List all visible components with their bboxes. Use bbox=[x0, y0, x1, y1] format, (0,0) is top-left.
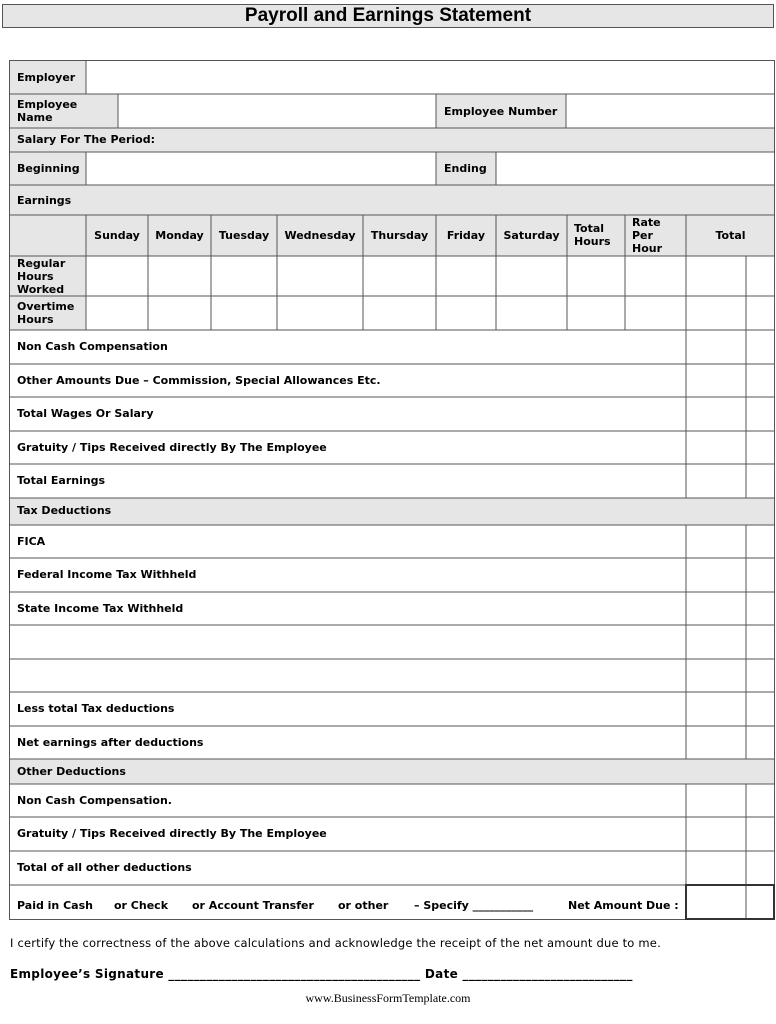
total-other-deductions-label: Total of all other deductions bbox=[17, 861, 192, 874]
regular-hours-label: Regular Hours Worked bbox=[17, 257, 66, 296]
payroll-form bbox=[9, 60, 775, 920]
day-header-saturday: Saturday bbox=[503, 229, 560, 242]
day-header-thursday: Thursday bbox=[370, 229, 429, 242]
day-header-friday: Friday bbox=[446, 229, 486, 242]
beginning-field[interactable] bbox=[87, 153, 435, 184]
fica-label: FICA bbox=[17, 535, 46, 548]
salary-period-label: Salary For The Period: bbox=[17, 133, 156, 146]
employer-label: Employer bbox=[17, 71, 76, 84]
net-amount-due-field[interactable] bbox=[687, 886, 773, 918]
or-other-label: or other bbox=[338, 899, 389, 912]
gratuity-tips-label: Gratuity / Tips Received directly By The Employee bbox=[17, 441, 327, 454]
net-earnings-label: Net earnings after deductions bbox=[17, 736, 204, 749]
day-header-wednesday: Wednesday bbox=[284, 229, 356, 242]
beginning-label: Beginning bbox=[17, 162, 80, 175]
day-header-monday: Monday bbox=[155, 229, 204, 242]
ending-label: Ending bbox=[444, 162, 487, 175]
employee-name-label: Employee Name bbox=[17, 98, 78, 124]
rate-per-hour-header: Rate Per Hour bbox=[632, 216, 663, 255]
date-label: Date ___________________________ bbox=[424, 967, 633, 981]
less-total-tax-label: Less total Tax deductions bbox=[17, 702, 175, 715]
gratuity-deduction-label: Gratuity / Tips Received directly By The Employee bbox=[17, 827, 327, 840]
non-cash-comp-deduction-label: Non Cash Compensation. bbox=[17, 794, 172, 807]
employee-number-field[interactable] bbox=[567, 95, 774, 127]
day-header-tuesday: Tuesday bbox=[218, 229, 270, 242]
footer-url: www.BusinessFormTemplate.com bbox=[305, 991, 471, 1005]
form-grid bbox=[9, 60, 775, 920]
certification-text: I certify the correctness of the above calculations and acknowledge the receipt of the net amount due to me. bbox=[10, 936, 661, 950]
ending-field[interactable] bbox=[497, 153, 774, 184]
non-cash-comp-label: Non Cash Compensation bbox=[17, 340, 168, 353]
page-title: Payroll and Earnings Statement bbox=[2, 4, 774, 28]
total-hours-header: Total Hours bbox=[574, 222, 611, 248]
tax-section-label: Tax Deductions bbox=[17, 504, 112, 517]
employer-field[interactable] bbox=[87, 61, 774, 93]
total-wages-label: Total Wages Or Salary bbox=[17, 407, 154, 420]
signature-label: Employee’s Signature ________________________________________ bbox=[10, 967, 421, 981]
state-tax-label: State Income Tax Withheld bbox=[17, 602, 184, 615]
or-account-transfer-label: or Account Transfer bbox=[192, 899, 314, 912]
employee-number-label: Employee Number bbox=[444, 105, 558, 118]
day-header-sunday: Sunday bbox=[94, 229, 140, 242]
employee-name-field[interactable] bbox=[119, 95, 435, 127]
total-header: Total bbox=[715, 229, 746, 242]
earnings-section-label: Earnings bbox=[17, 194, 72, 207]
or-check-label: or Check bbox=[114, 899, 169, 912]
federal-tax-label: Federal Income Tax Withheld bbox=[17, 568, 197, 581]
net-amount-due-label: Net Amount Due : bbox=[568, 899, 679, 912]
other-deductions-section-label: Other Deductions bbox=[17, 765, 126, 778]
other-amounts-label: Other Amounts Due – Commission, Special Allowances Etc. bbox=[17, 374, 381, 387]
signature-line bbox=[10, 967, 633, 981]
overtime-hours-label: Overtime Hours bbox=[17, 300, 75, 326]
paid-in-cash-label: Paid in Cash bbox=[17, 899, 93, 912]
specify-label: – Specify ___________ bbox=[414, 899, 534, 912]
total-earnings-label: Total Earnings bbox=[17, 474, 106, 487]
